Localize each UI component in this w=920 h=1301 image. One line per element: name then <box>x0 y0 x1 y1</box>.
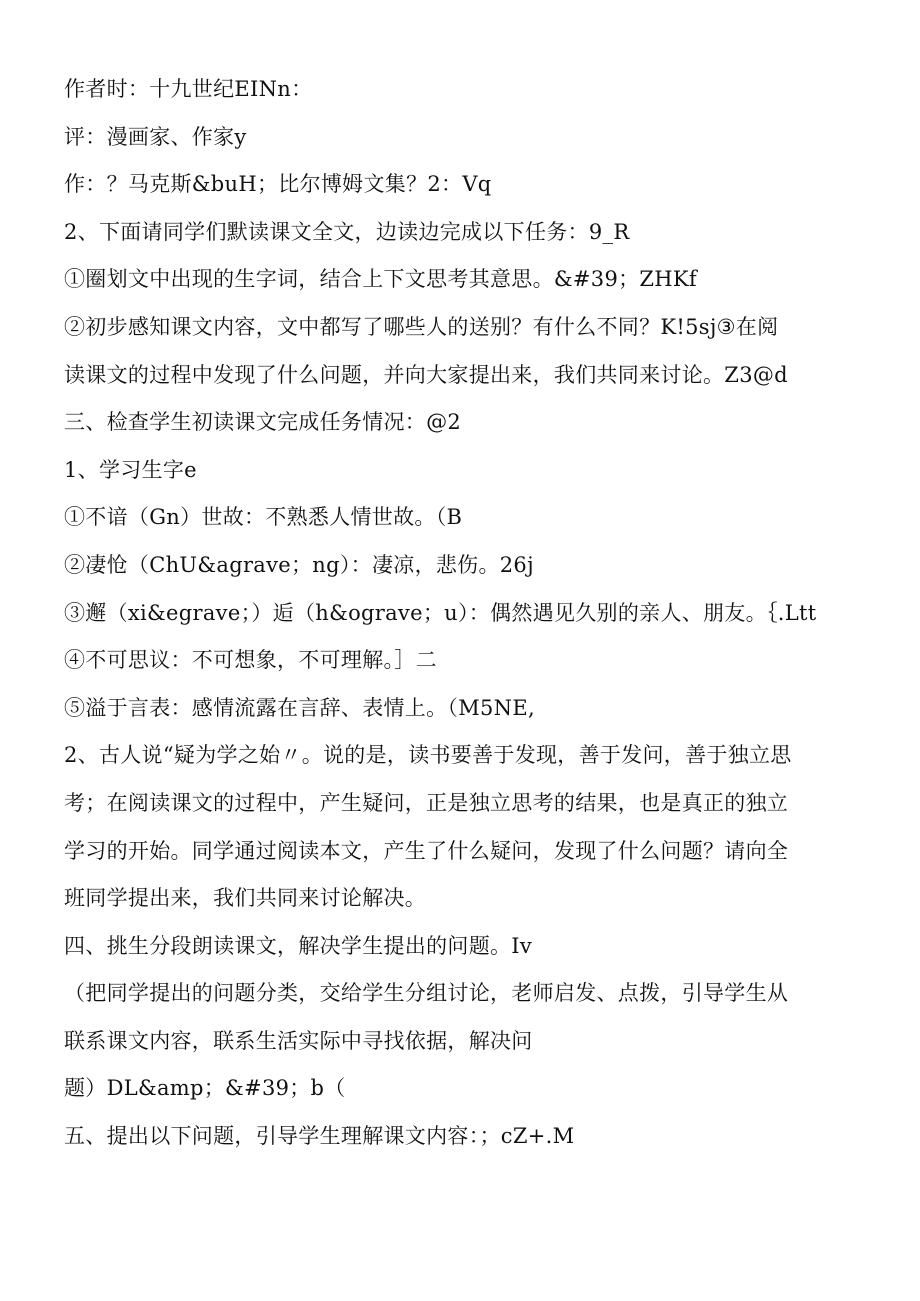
text-line: ③邂（xi&egrave；）逅（h&ograve；u）：偶然遇见久别的亲人、朋友。｛.Ltt <box>64 600 817 625</box>
section-heading: 四、挑生分段朗读课文，解决学生提出的问题。Iv <box>64 933 533 958</box>
section-heading: 三、检查学生初读课文完成任务情况：@2 <box>64 410 462 435</box>
text-line: 班同学提出来，我们共同来讨论解决。 <box>64 886 427 911</box>
text-line: 1、学习生字e <box>64 457 197 482</box>
text-line: 2、古人说“疑为学之始〃。说的是，读书要善于发现，善于发问，善于独立思 <box>64 743 792 768</box>
text-line: 学习的开始。同学通过阅读本文，产生了什么疑问，发现了什么问题？请向全 <box>64 838 789 863</box>
document-body <box>64 66 864 1161</box>
text-line: （把同学提出的问题分类，交给学生分组讨论，老师启发、点拨，引导学生从 <box>64 981 789 1006</box>
text-line: 2、下面请同学们默读课文全文，边读边完成以下任务：9_R <box>64 219 630 244</box>
text-line: 作：？马克斯&buH；比尔博姆文集？2：Vq <box>64 172 492 197</box>
text-line: ①圈划文中出现的生字词，结合上下文思考其意思。&#39；ZHKf <box>64 267 697 292</box>
text-line: 评：漫画家、作家y <box>64 124 247 149</box>
section-heading: 五、提出以下问题，引导学生理解课文内容：；cZ+.M <box>64 1124 575 1149</box>
text-line: ①不谙（Gn）世故：不熟悉人情世故。（B <box>64 505 463 530</box>
text-line: 考；在阅读课文的过程中，产生疑问，正是独立思考的结果，也是真正的独立 <box>64 790 789 815</box>
text-line: ⑤溢于言表：感情流露在言辞、表情上。（M5NE, <box>64 695 535 720</box>
text-line: ②初步感知课文内容，文中都写了哪些人的送别？有什么不同？K!5sj③在阅 <box>64 314 779 339</box>
text-line: 作者时：十九世纪EINn： <box>64 77 313 101</box>
text-line: ②凄怆（ChU&agrave；ng）：凄凉，悲伤。26j <box>64 552 534 577</box>
text-line: 读课文的过程中发现了什么问题，并向大家提出来，我们共同来讨论。Z3@d <box>64 362 788 387</box>
text-line: ④不可思议：不可想象，不可理解。］二 <box>64 648 437 673</box>
text-line: 题）DL&amp；&#39；b（ <box>64 1076 346 1101</box>
text-line: 联系课文内容，联系生活实际中寻找依据，解决问 <box>64 1028 533 1053</box>
